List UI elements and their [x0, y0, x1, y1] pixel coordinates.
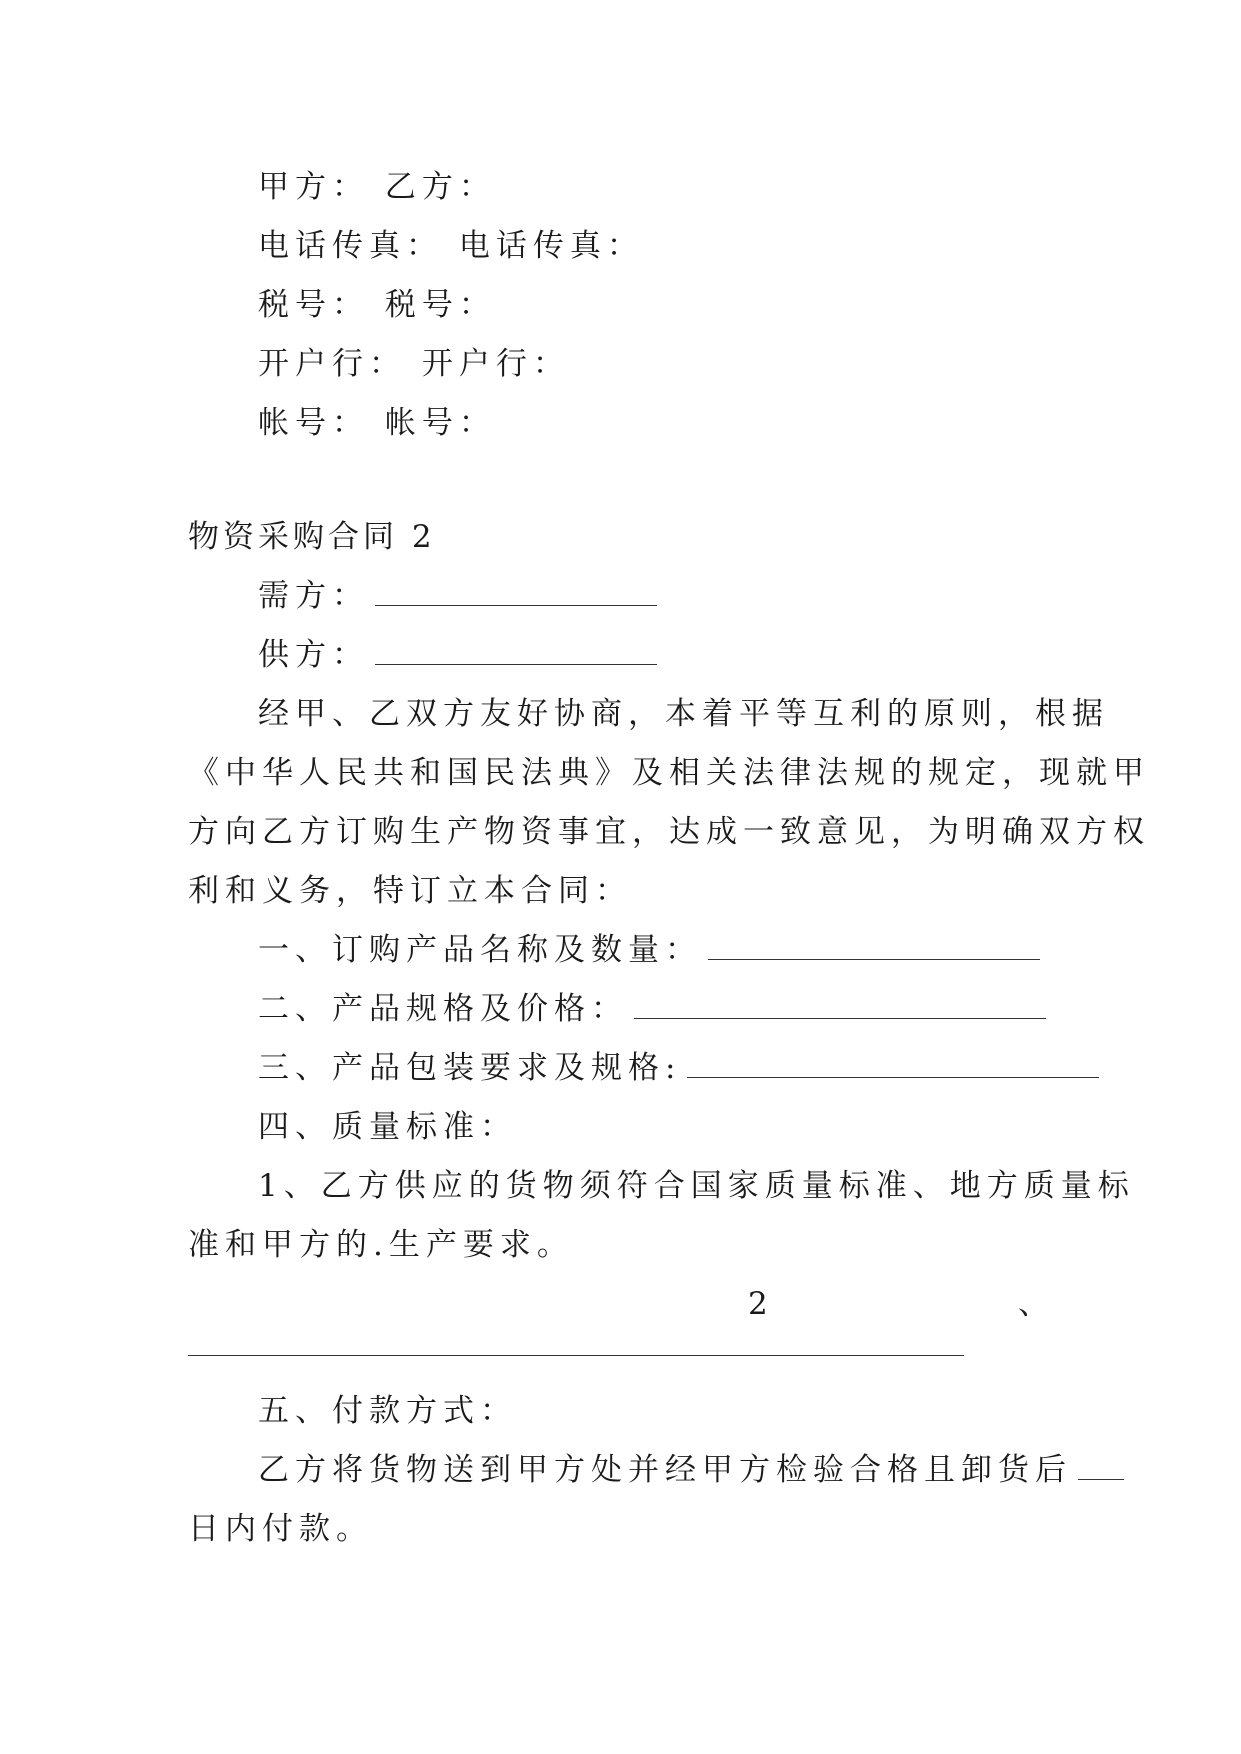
supply-party-label: 供方：	[258, 637, 369, 673]
party-names-line: 甲方： 乙方：	[258, 169, 496, 205]
payment-days-blank	[1078, 1453, 1124, 1480]
clause-payment: 五、付款方式：	[258, 1393, 517, 1429]
quality-item-line: 1、乙方供应的货物须符合国家质量标准、地方质量标	[258, 1168, 1135, 1204]
tax-number-line: 税号： 税号：	[258, 287, 496, 323]
demand-party-label: 需方：	[258, 578, 369, 614]
clause-blank	[687, 1051, 1099, 1078]
bank-line: 开户行： 开户行：	[258, 346, 570, 382]
payment-text: 乙方将货物送到甲方处并经甲方检验合格且卸货后	[258, 1452, 1072, 1488]
paragraph-line: 《中华人民共和国民法典》及相关法律法规的规定，现就甲	[188, 755, 1150, 791]
clause-blank	[708, 933, 1040, 960]
paragraph-line: 利和义务，特订立本合同：	[188, 873, 632, 909]
quality-item-mark: 、	[1018, 1286, 1055, 1322]
quality-item-blank	[188, 1355, 964, 1356]
payment-line-end: 日内付款。	[188, 1511, 373, 1547]
phone-fax-line: 电话传真： 电话传真：	[258, 228, 644, 264]
clause-packaging	[258, 1048, 1099, 1088]
clause-label: 三、产品包装要求及规格:	[258, 1050, 682, 1086]
paragraph-line: 经甲、乙双方友好协商，本着平等互利的原则，根据	[258, 696, 1109, 732]
clause-quality: 四、质量标准：	[258, 1109, 517, 1145]
supply-party-line	[258, 635, 657, 675]
demand-party-blank	[375, 579, 657, 606]
paragraph-line: 方向乙方订购生产物资事宜，达成一致意见，为明确双方权	[188, 814, 1150, 850]
clause-spec-price	[258, 989, 1046, 1029]
clause-blank	[634, 992, 1046, 1019]
clause-label: 一、订购产品名称及数量：	[258, 932, 702, 968]
quality-item-line: 准和甲方的.生产要求。	[188, 1227, 574, 1263]
contract-title: 物资采购合同 2	[188, 519, 436, 555]
account-line: 帐号： 帐号：	[258, 405, 496, 441]
demand-party-line	[258, 576, 657, 616]
supply-party-blank	[375, 638, 657, 665]
payment-line	[258, 1450, 1124, 1490]
clause-product-name	[258, 930, 1040, 970]
quality-item-number: 2	[748, 1286, 774, 1322]
clause-label: 二、产品规格及价格：	[258, 991, 628, 1027]
